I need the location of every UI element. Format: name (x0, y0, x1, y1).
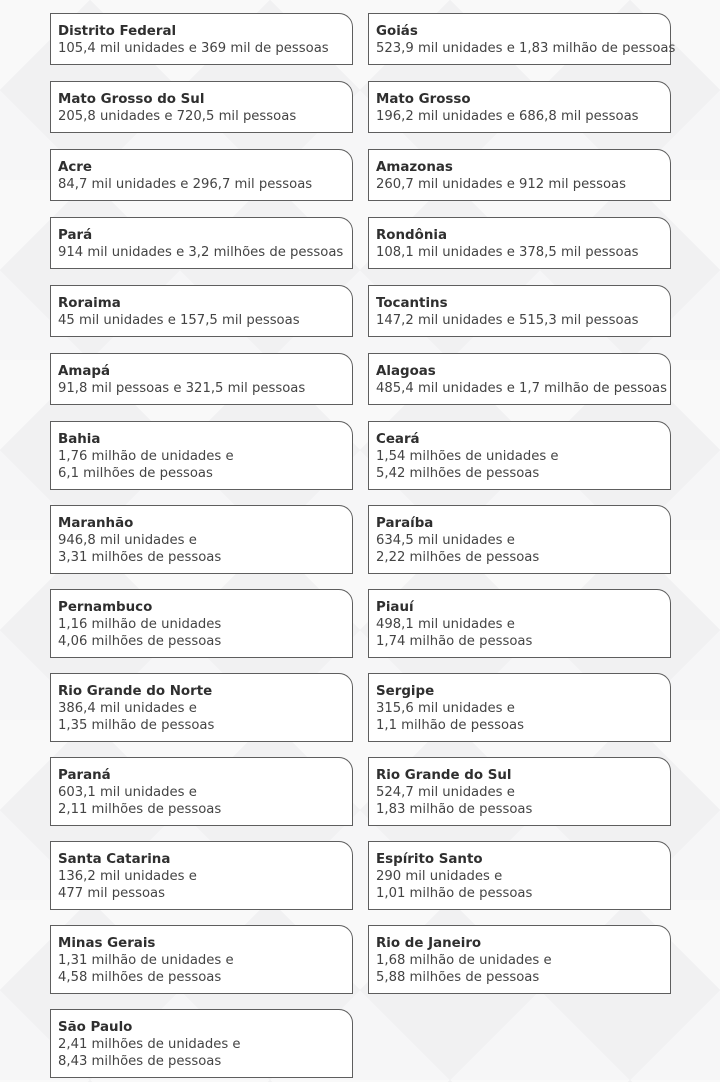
state-name: Rondônia (376, 228, 447, 243)
state-stat: 2,11 milhões de pessoas (58, 802, 222, 817)
state-name: Pará (58, 228, 93, 243)
state-card-parana (50, 757, 353, 826)
state-stat: 5,88 milhões de pessoas (376, 970, 540, 985)
state-card-para (50, 217, 353, 269)
state-name: Espírito Santo (376, 852, 483, 867)
state-card-tocantins (368, 285, 671, 337)
state-name: Goiás (376, 24, 418, 39)
state-stat: 205,8 unidades e 720,5 mil pessoas (58, 109, 297, 124)
state-name: Acre (58, 160, 92, 175)
state-card-espirito-santo (368, 841, 671, 910)
state-card-rio-grande-do-sul (368, 757, 671, 826)
state-stat: 290 mil unidades e (376, 869, 503, 884)
state-stat: 1,76 milhão de unidades e (58, 449, 234, 464)
state-name: Paraná (58, 768, 111, 783)
state-name: Piauí (376, 600, 414, 615)
state-stat: 8,43 milhões de pessoas (58, 1054, 222, 1069)
state-name: Rio de Janeiro (376, 936, 482, 951)
state-stat: 315,6 mil unidades e (376, 701, 515, 716)
state-stat: 946,8 mil unidades e (58, 533, 197, 548)
state-stat: 2,22 milhões de pessoas (376, 550, 540, 565)
state-name: Mato Grosso (376, 92, 471, 107)
state-name: Roraima (58, 296, 121, 311)
state-stat: 485,4 mil unidades e 1,7 milhão de pessoas (376, 381, 667, 396)
state-stat: 1,1 milhão de pessoas (376, 718, 524, 733)
state-stat: 260,7 mil unidades e 912 mil pessoas (376, 177, 626, 192)
state-name: Santa Catarina (58, 852, 171, 867)
state-name: Minas Gerais (58, 936, 156, 951)
state-stat: 386,4 mil unidades e (58, 701, 197, 716)
state-name: Paraíba (376, 516, 434, 531)
state-stat: 108,1 mil unidades e 378,5 mil pessoas (376, 245, 639, 260)
state-stat: 105,4 mil unidades e 369 mil de pessoas (58, 41, 329, 56)
state-stat: 2,41 milhões de unidades e (58, 1037, 241, 1052)
state-name: Amazonas (376, 160, 453, 175)
state-name: Mato Grosso do Sul (58, 92, 205, 107)
state-card-goias (368, 13, 676, 65)
state-card-sergipe (368, 673, 671, 742)
state-name: Bahia (58, 432, 101, 447)
state-card-amazonas (368, 149, 671, 201)
state-card-sao-paulo (50, 1009, 353, 1078)
state-card-paraiba (368, 505, 671, 574)
state-stat: 1,35 milhão de pessoas (58, 718, 215, 733)
state-stat: 147,2 mil unidades e 515,3 mil pessoas (376, 313, 639, 328)
state-card-pernambuco (50, 589, 353, 658)
state-stat: 477 mil pessoas (58, 886, 165, 901)
state-card-bahia (50, 421, 353, 490)
state-stat: 1,83 milhão de pessoas (376, 802, 533, 817)
state-stat: 196,2 mil unidades e 686,8 mil pessoas (376, 109, 639, 124)
state-stat: 603,1 mil unidades e (58, 785, 197, 800)
state-stat: 136,2 mil unidades e (58, 869, 197, 884)
state-stat: 1,54 milhões de unidades e (376, 449, 559, 464)
state-card-rondonia (368, 217, 671, 269)
state-name: São Paulo (58, 1020, 133, 1035)
state-stat: 1,68 milhão de unidades e (376, 953, 552, 968)
state-stat: 4,58 milhões de pessoas (58, 970, 222, 985)
state-stat: 3,31 milhões de pessoas (58, 550, 222, 565)
state-card-mato-grosso-do-sul (50, 81, 353, 133)
state-stat: 1,31 milhão de unidades e (58, 953, 234, 968)
state-name: Tocantins (376, 296, 448, 311)
state-name: Rio Grande do Norte (58, 684, 213, 699)
state-card-mato-grosso (368, 81, 671, 133)
state-name: Sergipe (376, 684, 435, 699)
state-stat: 91,8 mil pessoas e 321,5 mil pessoas (58, 381, 306, 396)
state-name: Distrito Federal (58, 24, 177, 39)
state-stat: 498,1 mil unidades e (376, 617, 515, 632)
state-name: Pernambuco (58, 600, 153, 615)
state-card-amapa (50, 353, 353, 405)
state-card-alagoas (368, 353, 671, 405)
state-stat: 5,42 milhões de pessoas (376, 466, 540, 481)
state-card-maranhao (50, 505, 353, 574)
state-stat: 1,16 milhão de unidades (58, 617, 222, 632)
state-card-ceara (368, 421, 671, 490)
state-card-minas-gerais (50, 925, 353, 994)
state-card-rio-de-janeiro (368, 925, 671, 994)
state-card-distrito-federal (50, 13, 353, 65)
state-stat: 6,1 milhões de pessoas (58, 466, 213, 481)
state-stat: 45 mil unidades e 157,5 mil pessoas (58, 313, 300, 328)
state-stat: 914 mil unidades e 3,2 milhões de pessoas (58, 245, 344, 260)
state-stat: 524,7 mil unidades e (376, 785, 515, 800)
state-card-roraima (50, 285, 353, 337)
state-card-acre (50, 149, 353, 201)
state-stat: 4,06 milhões de pessoas (58, 634, 222, 649)
state-stat: 523,9 mil unidades e 1,83 milhão de pessoas (376, 41, 676, 56)
state-card-piaui (368, 589, 671, 658)
state-name: Amapá (58, 364, 110, 379)
state-name: Rio Grande do Sul (376, 768, 512, 783)
state-name: Alagoas (376, 364, 436, 379)
state-name: Maranhão (58, 516, 134, 531)
state-card-santa-catarina (50, 841, 353, 910)
state-stat: 634,5 mil unidades e (376, 533, 515, 548)
state-name: Ceará (376, 432, 420, 447)
state-stat: 1,01 milhão de pessoas (376, 886, 533, 901)
state-stat: 1,74 milhão de pessoas (376, 634, 533, 649)
state-card-rio-grande-do-norte (50, 673, 353, 742)
state-stat: 84,7 mil unidades e 296,7 mil pessoas (58, 177, 313, 192)
